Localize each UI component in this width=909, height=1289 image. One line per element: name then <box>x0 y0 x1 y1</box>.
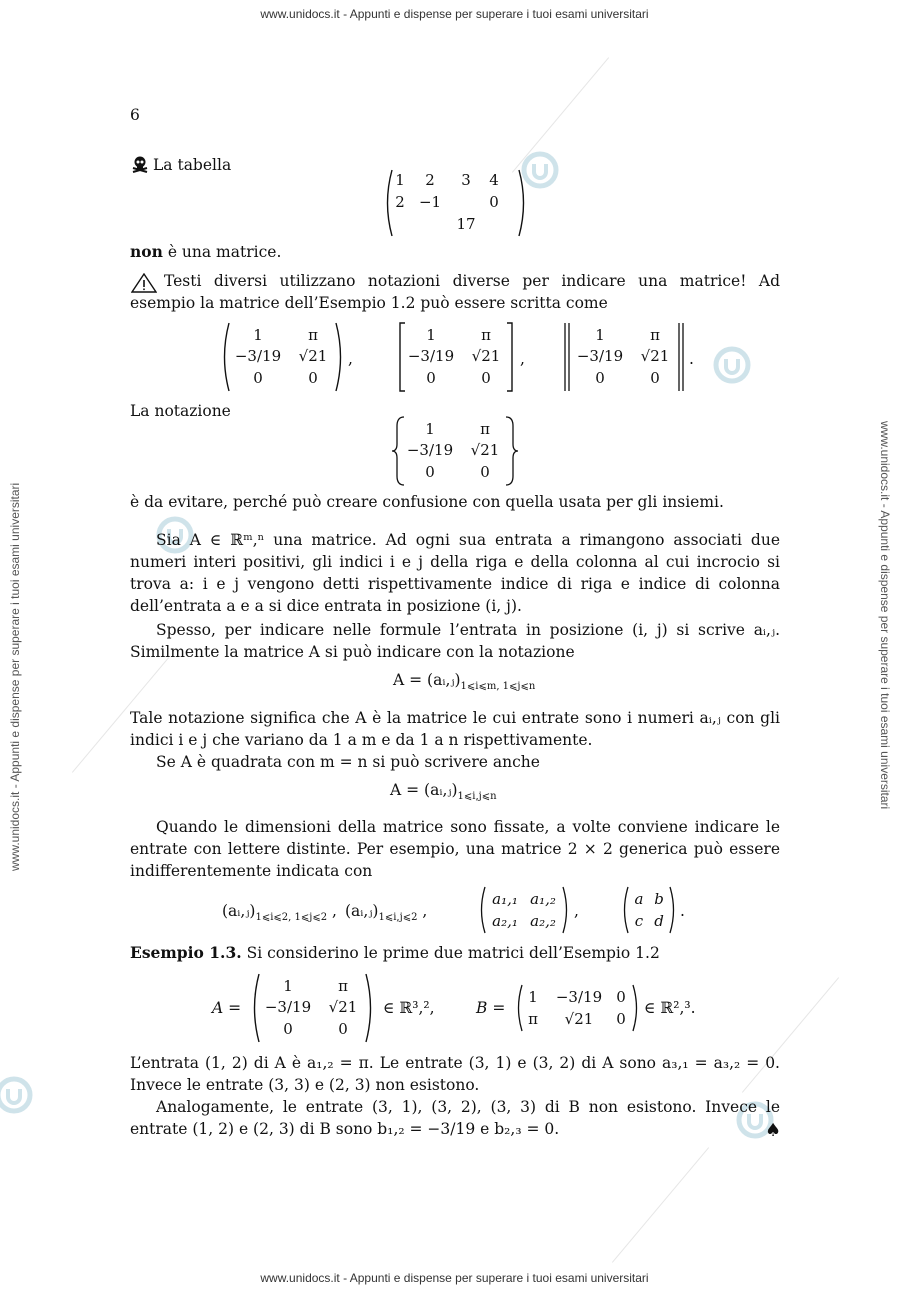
paragraph-entries-A: L’entrata (1, 2) di A è a₁,₂ = π. Le entrate (3, 1) e (3, 2) di A sono a₃,₁ = a₃,₂ = 0. Invece le entrate (3, 3) e (2, 3) non esistono. <box>130 1054 780 1094</box>
unidocs-logo-icon <box>0 1075 34 1115</box>
non-matrix-sentence <box>130 241 281 263</box>
matrix-cell: π <box>528 1010 538 1028</box>
matrix-cell: −3/19 <box>576 347 624 365</box>
matrix-cell: π <box>650 326 660 344</box>
right-side-watermark: www.unidocs.it - Appunti e dispense per superare i tuoi esami universitari <box>878 421 892 810</box>
separator-comma: , <box>348 350 353 368</box>
table-intro: La tabella <box>153 156 232 174</box>
formula-subscript: 1⩽i,j⩽n <box>457 791 497 802</box>
matrix-cell: c <box>634 912 644 930</box>
matrix-round-parens <box>220 322 345 392</box>
notation-note: Testi diversi utilizzano notazioni diverse per indicare una matrice! Ad esempio la matrice dell’Esempio 1.2 può essere scritta come <box>130 272 780 312</box>
matrix-cell: √21 <box>298 347 328 365</box>
matrix-A-space: ∈ ℝ³,², <box>383 999 435 1017</box>
matrix-cell: 0 <box>650 369 660 387</box>
matrix-cell: √21 <box>328 998 358 1016</box>
skull-icon <box>131 155 149 173</box>
spade-end-icon: ♠ <box>765 1120 782 1141</box>
matrix-cell: 0 <box>480 463 490 481</box>
matrix-cell: π <box>480 420 490 438</box>
matrix-cell: 0 <box>338 1020 348 1038</box>
matrix-cell: b <box>654 890 664 908</box>
matrix-cell: 1 <box>253 326 263 344</box>
matrix-cell: a₂,₁ <box>492 912 518 930</box>
paragraph-entries-B: Analogamente, le entrate (3, 1), (3, 2), (3, 3) di B non esistono. Invece le entrate (1, 2) e (2, 3) di B sono b₁,₂ = −3/19 e b₂,₃ = 0. <box>130 1098 780 1138</box>
matrix-cell: d <box>654 912 664 930</box>
left-side-watermark: www.unidocs.it - Appunti e dispense per superare i tuoi esami universitari <box>8 482 22 871</box>
matrix-cell: a₂,₂ <box>530 912 556 930</box>
generic-matrix-indexed <box>478 886 570 934</box>
matrix-curly-braces <box>392 416 518 486</box>
matrix-cell: 1 <box>426 326 436 344</box>
example-title: Esempio 1.3. <box>130 943 242 962</box>
table-cell: −1 <box>418 193 442 211</box>
paragraph-meaning: Tale notazione significa che A è la matrice le cui entrate sono i numeri aᵢ,ⱼ con gli indici i e j che variano da 1 a m e da 1 a n rispettivamente. <box>130 709 780 749</box>
page-number: 6 <box>130 106 140 124</box>
generic-matrix-letters <box>621 886 677 934</box>
matrix-A-label: A = <box>212 999 242 1017</box>
formula-main: A = (aᵢ,ⱼ) <box>390 781 458 799</box>
table-cell: 2 <box>395 193 405 211</box>
table-cell: 2 <box>425 171 435 189</box>
matrix-cell: 0 <box>425 463 435 481</box>
matrix-A <box>250 973 375 1043</box>
separator-period: . <box>689 350 694 368</box>
matrix-cell: π <box>481 326 491 344</box>
matrix-cell: 1 <box>595 326 605 344</box>
matrix-cell: √21 <box>564 1010 594 1028</box>
matrix-cell: π <box>308 326 318 344</box>
matrix-cell: 0 <box>253 369 263 387</box>
generic-formula-2: $(aᵢ,ⱼ)_{1⩽i,j⩽2}$ , <box>345 902 428 923</box>
formula-main: (aᵢ,ⱼ) <box>222 902 256 920</box>
matrix-cell: 1 <box>528 988 538 1006</box>
set-notation-intro: La notazione <box>130 402 231 420</box>
matrix-cell: −3/19 <box>555 988 603 1006</box>
matrix-cell: 0 <box>616 988 626 1006</box>
matrix-cell: √21 <box>640 347 670 365</box>
non-matrix-rest: è una matrice. <box>162 243 282 261</box>
table-cell: 3 <box>461 171 471 189</box>
matrix-cell: −3/19 <box>264 998 312 1016</box>
matrix-B-space: ∈ ℝ²,³. <box>644 999 696 1017</box>
non-bold: non <box>130 242 163 261</box>
paragraph-dimensions: Quando le dimensioni della matrice sono fissate, a volte conviene indicare le entrate con lettere distinte. Per esempio, una matrice 2 × 2 generica può essere indifferentemente indicata con <box>130 818 780 880</box>
paragraph-entry-notation: Spesso, per indicare nelle formule l’entrata in posizione (i, j) si scrive aᵢ,ⱼ. Similmente la matrice A si può indicare con la notazione <box>130 621 780 661</box>
separator-period: . <box>680 902 685 920</box>
formula-main: A = (aᵢ,ⱼ) <box>393 671 461 689</box>
matrix-cell: √21 <box>470 441 500 459</box>
footer-watermark[interactable]: www.unidocs.it - Appunti e dispense per superare i tuoi esami universitari <box>260 1271 649 1285</box>
generic-formula-1: $(aᵢ,ⱼ)_{1⩽i⩽2, 1⩽j⩽2}$ , <box>222 902 337 923</box>
formula-main: (aᵢ,ⱼ) <box>345 902 379 920</box>
matrix-cell: 0 <box>283 1020 293 1038</box>
matrix-cell: √21 <box>471 347 501 365</box>
non-matrix-table <box>383 168 528 238</box>
paragraph-square: Se A è quadrata con m = n si può scrivere anche <box>156 753 540 771</box>
set-notation-after: è da evitare, perché può creare confusione con quella usata per gli insiemi. <box>130 493 724 511</box>
matrix-cell: 0 <box>481 369 491 387</box>
watermark-line <box>612 1147 709 1263</box>
matrix-double-bars <box>562 322 688 392</box>
matrix-cell: 0 <box>308 369 318 387</box>
matrix-cell: 0 <box>426 369 436 387</box>
matrix-square-brackets <box>397 322 515 392</box>
matrix-cell: a₁,₁ <box>492 890 518 908</box>
formula-square-notation <box>390 779 497 808</box>
matrix-cell: 1 <box>425 420 435 438</box>
header-watermark[interactable]: www.unidocs.it - Appunti e dispense per superare i tuoi esami universitari <box>260 7 649 21</box>
formula-subscript: 1⩽i⩽2, 1⩽j⩽2 <box>255 912 328 923</box>
table-cell: 17 <box>456 215 476 233</box>
paragraph-indices: Sia A ∈ ℝᵐ,ⁿ una matrice. Ad ogni sua entrata a rimangono associati due numeri interi positivi, gli indici i e j della riga e della colonna al cui incrocio si trova a: i e j vengono detti rispettivamente indice di riga e indice di colonna dell’entrata a e a si dice entrata in posizione (i, j). <box>130 531 780 615</box>
matrix-cell: −3/19 <box>406 441 454 459</box>
matrix-B-label: B = <box>476 999 506 1017</box>
formula-subscript: 1⩽i,j⩽2 <box>378 912 418 923</box>
separator-comma: , <box>520 350 525 368</box>
matrix-cell: 0 <box>616 1010 626 1028</box>
example-intro: Si considerino le prime due matrici dell’Esempio 1.2 <box>246 944 660 962</box>
matrix-cell: a₁,₂ <box>530 890 556 908</box>
separator-comma: , <box>574 902 579 920</box>
formula-matrix-notation <box>393 669 535 698</box>
matrix-cell: π <box>338 977 348 995</box>
table-cell: 1 <box>395 171 405 189</box>
matrix-B <box>515 984 640 1032</box>
formula-subscript: 1⩽i⩽m, 1⩽j⩽n <box>460 681 536 692</box>
table-cell: 0 <box>489 193 499 211</box>
matrix-cell: 1 <box>283 977 293 995</box>
matrix-cell: −3/19 <box>407 347 455 365</box>
matrix-cell: −3/19 <box>234 347 282 365</box>
unidocs-logo-icon <box>712 345 752 385</box>
watermark-line <box>512 57 609 173</box>
matrix-cell: 0 <box>595 369 605 387</box>
table-cell: 4 <box>489 171 499 189</box>
example-heading <box>130 942 660 964</box>
matrix-cell: a <box>634 890 644 908</box>
